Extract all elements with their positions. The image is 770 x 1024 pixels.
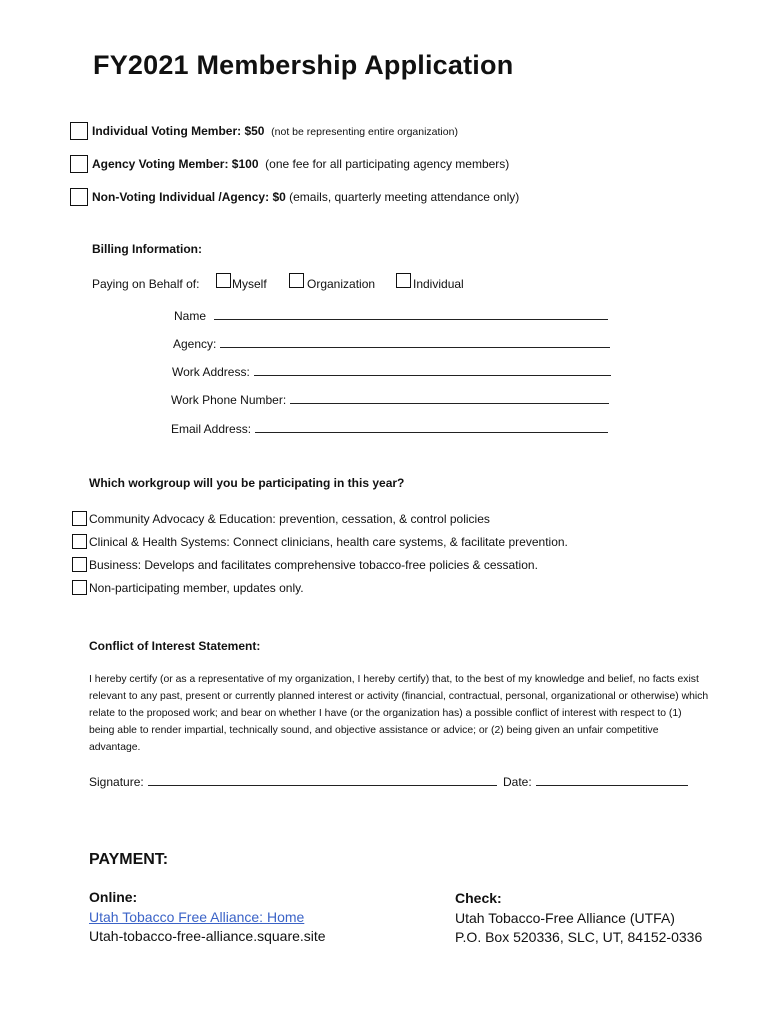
date-field[interactable] bbox=[503, 774, 688, 789]
paying-option-organization: Organization bbox=[307, 277, 376, 291]
signature-field[interactable] bbox=[89, 774, 497, 789]
paying-option-individual: Individual bbox=[413, 277, 464, 291]
membership-note: (one fee for all participating agency members) bbox=[265, 157, 510, 171]
work-phone-label: Work Phone Number: bbox=[171, 393, 287, 407]
payment-heading: PAYMENT: bbox=[89, 851, 169, 868]
email-line[interactable] bbox=[255, 421, 608, 433]
work-phone-field[interactable] bbox=[171, 392, 609, 407]
name-line[interactable] bbox=[214, 308, 608, 320]
membership-label: Agency Voting Member: $100 bbox=[92, 157, 259, 171]
membership-note: (emails, quarterly meeting attendance only) bbox=[289, 190, 520, 204]
membership-option-non-voting bbox=[92, 190, 519, 204]
membership-checkbox-individual[interactable] bbox=[70, 122, 88, 140]
workgroup-question: Which workgroup will you be participating in this year? bbox=[89, 476, 405, 490]
membership-checkbox-non-voting[interactable] bbox=[70, 188, 88, 206]
signature-line[interactable] bbox=[148, 774, 497, 786]
membership-label: Non-Voting Individual /Agency: $0 bbox=[92, 190, 286, 204]
name-label: Name bbox=[174, 309, 207, 323]
workgroup-option: Non-participating member, updates only. bbox=[89, 581, 304, 595]
work-phone-line[interactable] bbox=[290, 392, 609, 404]
work-address-field[interactable] bbox=[172, 364, 611, 379]
workgroup-option: Business: Develops and facilitates comprehensive tobacco-free policies & cessation. bbox=[89, 558, 538, 572]
workgroup-checkbox[interactable] bbox=[72, 557, 87, 572]
workgroup-checkbox[interactable] bbox=[72, 511, 87, 526]
membership-option-individual bbox=[92, 124, 458, 138]
check-address: P.O. Box 520336, SLC, UT, 84152-0336 bbox=[455, 929, 703, 945]
conflict-heading: Conflict of Interest Statement: bbox=[89, 639, 261, 653]
work-address-line[interactable] bbox=[254, 364, 611, 376]
utfa-home-link[interactable]: Utah Tobacco Free Alliance: Home bbox=[89, 909, 305, 925]
membership-option-agency bbox=[92, 157, 509, 171]
workgroup-checkbox[interactable] bbox=[72, 580, 87, 595]
billing-heading: Billing Information: bbox=[92, 242, 202, 256]
email-field[interactable] bbox=[171, 421, 608, 436]
membership-label: Individual Voting Member: $50 bbox=[92, 124, 265, 138]
workgroup-option: Community Advocacy & Education: prevention, cessation, & control policies bbox=[89, 512, 490, 526]
membership-checkbox-agency[interactable] bbox=[70, 155, 88, 173]
date-line[interactable] bbox=[536, 774, 688, 786]
workgroup-checkbox[interactable] bbox=[72, 534, 87, 549]
check-heading: Check: bbox=[455, 890, 502, 906]
membership-note: (not be representing entire organization) bbox=[271, 126, 458, 138]
paying-checkbox-individual[interactable] bbox=[396, 273, 411, 288]
agency-line[interactable] bbox=[220, 336, 610, 348]
paying-checkbox-myself[interactable] bbox=[216, 273, 231, 288]
conflict-statement: I hereby certify (or as a representative of my organization, I hereby certify) that, to the best of my knowledge and belief, no facts exist relevant to any past, present or currently planned interest or activity (financial, contractual, personal, organizational or otherwise) which relate to the proposed work; and bear on whether I have (or the organization has) a possible conflict of interest with respect to (1) being able to render impartial, technically sound, and objective assistance or advice; or (2) being given an unfair competitive advantage. bbox=[89, 674, 709, 753]
paying-on-behalf-label: Paying on Behalf of: bbox=[92, 277, 200, 291]
paying-option-myself: Myself bbox=[232, 277, 267, 291]
paying-checkbox-organization[interactable] bbox=[289, 273, 304, 288]
work-address-label: Work Address: bbox=[172, 365, 250, 379]
online-heading: Online: bbox=[89, 889, 138, 905]
agency-field[interactable] bbox=[173, 336, 610, 351]
agency-label: Agency: bbox=[173, 337, 217, 351]
email-label: Email Address: bbox=[171, 422, 252, 436]
workgroup-option: Clinical & Health Systems: Connect clinicians, health care systems, & facilitate prevention. bbox=[89, 535, 568, 549]
online-url-text: Utah-tobacco-free-alliance.square.site bbox=[89, 928, 326, 944]
page-title: FY2021 Membership Application bbox=[93, 50, 514, 80]
signature-label: Signature: bbox=[89, 775, 144, 789]
name-field[interactable] bbox=[174, 308, 608, 323]
date-label: Date: bbox=[503, 775, 532, 789]
check-payee: Utah Tobacco-Free Alliance (UTFA) bbox=[455, 910, 675, 926]
